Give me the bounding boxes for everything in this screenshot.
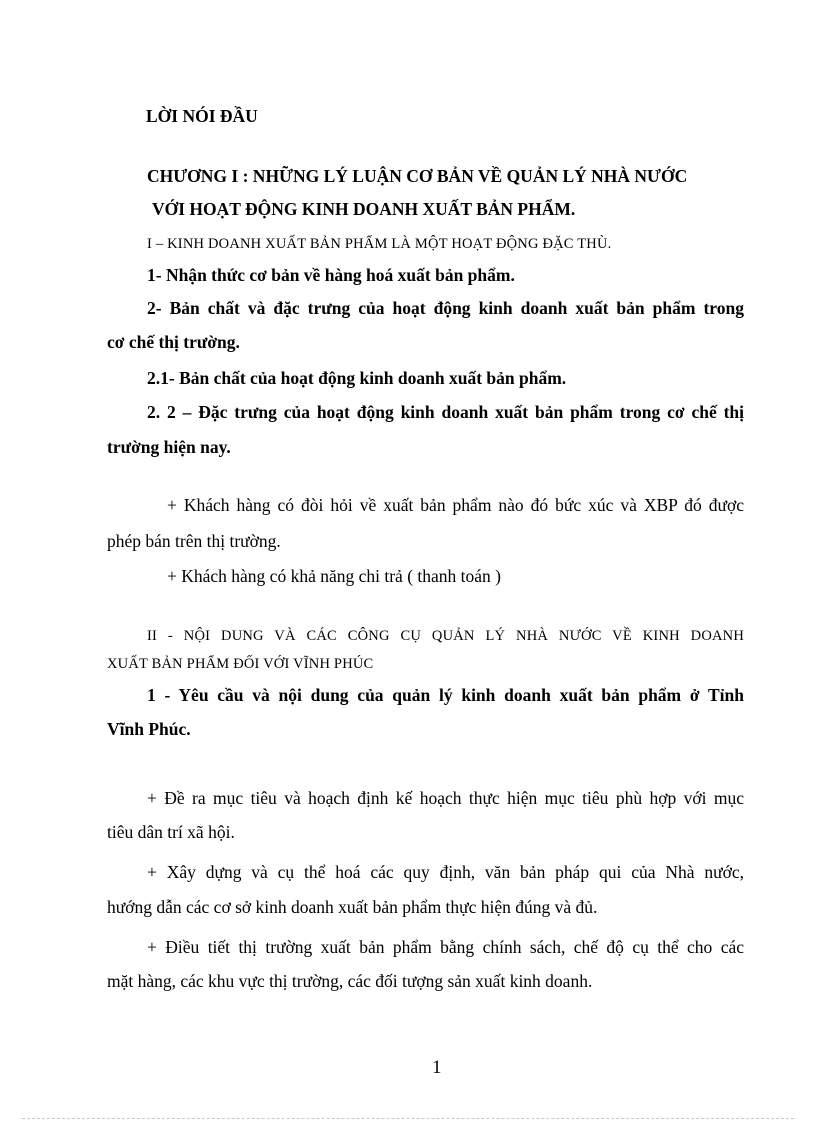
item21-heading: 2.1- Bản chất của hoạt động kinh doanh xuất bản phẩm. [147,368,567,388]
bullet2: + Khách hàng có khả năng chi trả ( thanh toán ) [167,566,501,586]
bullet3-line1: + Đề ra mục tiêu và hoạch định kế hoạch thực hiện mục tiêu phù hợp với mục [147,788,744,808]
bullet4-line1: + Xây dựng và cụ thể hoá các quy định, văn bản pháp qui của Nhà nước, [147,862,744,882]
item22-heading-line2: trường hiện nay. [107,437,231,457]
requirement-heading-line2: Vĩnh Phúc. [107,719,191,739]
item22-heading-line1: 2. 2 – Đặc trưng của hoạt động kinh doanh xuất bản phẩm trong cơ chế thị [147,402,744,422]
page-number: 1 [432,1057,442,1078]
bullet5-line1: + Điều tiết thị trường xuất bản phẩm bằng chính sách, chế độ cụ thể cho các [147,937,744,957]
bullet1-line2: phép bán trên thị trường. [107,531,281,551]
page-bottom-border [22,1118,794,1119]
bullet5-line2: mặt hàng, các khu vực thị trường, các đối tượng sản xuất kinh doanh. [107,971,593,991]
bullet1-line1: + Khách hàng có đòi hỏi về xuất bản phẩm nào đó bức xúc và XBP đó được [167,495,744,515]
requirement-heading-line1: 1 - Yêu cầu và nội dung của quản lý kinh doanh xuất bản phẩm ở Tỉnh [147,685,744,705]
section1-title: I – KINH DOANH XUẤT BẢN PHẨM LÀ MỘT HOẠT ĐỘNG ĐẶC THÙ. [147,236,612,252]
item2-heading-line1: 2- Bản chất và đặc trưng của hoạt động kinh doanh xuất bản phẩm trong [147,298,744,318]
chapter-title-line2: VỚI HOẠT ĐỘNG KINH DOANH XUẤT BẢN PHẨM. [152,199,576,219]
chapter-title-line1: CHƯƠNG I : NHỮNG LÝ LUẬN CƠ BẢN VỀ QUẢN LÝ NHÀ NƯỚC [147,166,688,186]
bullet4-line2: hướng dẫn các cơ sở kinh doanh xuất bản phẩm thực hiện đúng và đủ. [107,897,598,917]
bullet3-line2: tiêu dân trí xã hội. [107,822,235,842]
item2-heading-line2: cơ chế thị trường. [107,332,240,352]
section2-title-line2: XUẤT BẢN PHẨM ĐỐI VỚI VĨNH PHÚC [107,656,374,672]
section2-title-line1: II - NỘI DUNG VÀ CÁC CÔNG CỤ QUẢN LÝ NHÀ NƯỚC VỀ KINH DOANH [147,628,744,644]
preface-heading: LỜI NÓI ĐẦU [146,106,258,126]
item1-heading: 1- Nhận thức cơ bản về hàng hoá xuất bản phẩm. [147,265,515,285]
